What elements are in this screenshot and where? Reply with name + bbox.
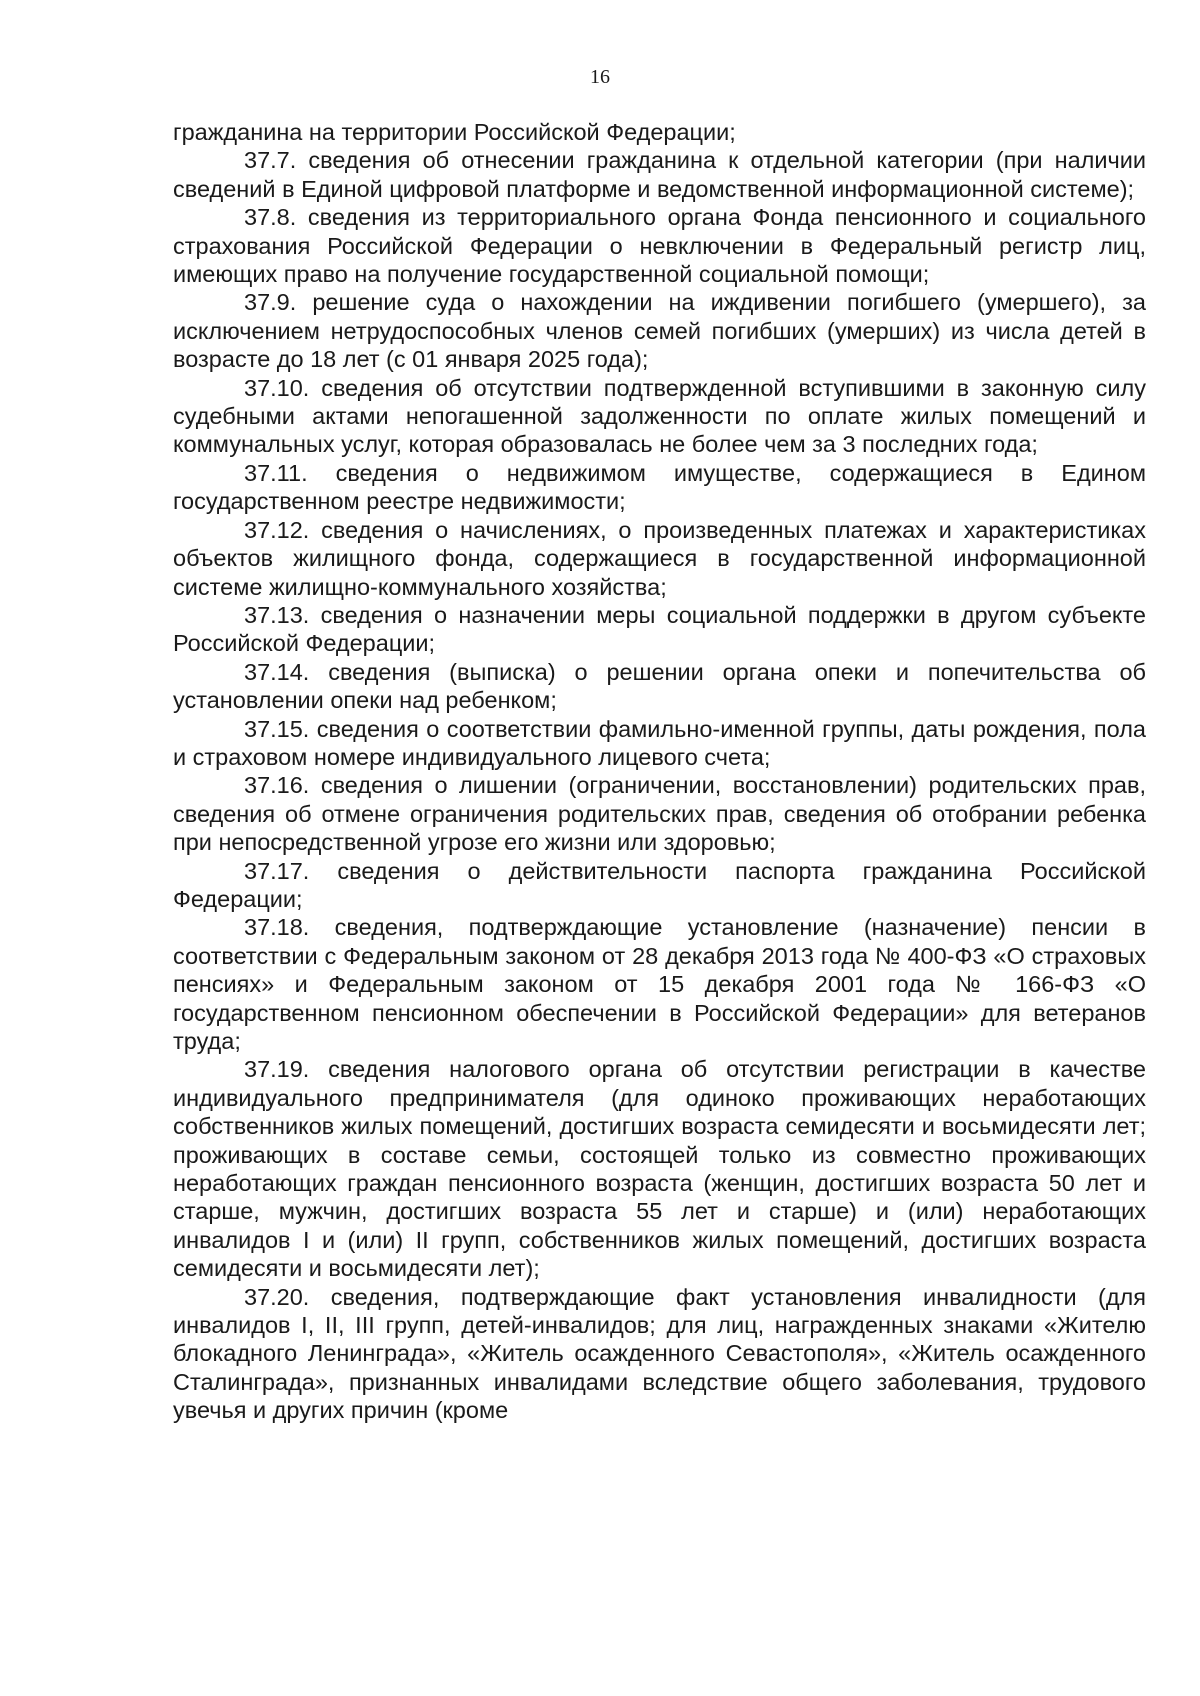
paragraph-item-37-20: 37.20. сведения, подтверждающие факт установления инвалидности (для инвалидов I, II, III групп, детей-инвалидов; для лиц, награжденных знаками «Жителю блокадного Ленинграда», «Житель осажденного Севастополя», «Житель осажденного Сталинграда», признанных инвалидами вследствие общего заболевания, трудового увечья и других причин (кроме — [173, 1283, 1146, 1424]
paragraph-item-37-9: 37.9. решение суда о нахождении на иждивении погибшего (умершего), за исключением нетрудоспособных членов семей погибших (умерших) из числа детей в возрасте до 18 лет (с 01 января 2025 года); — [173, 289, 1146, 373]
page-number: 16 — [590, 66, 610, 88]
paragraph-item-37-7: 37.7. сведения об отнесении гражданина к отдельной категории (при наличии сведений в Единой цифровой платформе и ведомственной информационной системе); — [173, 147, 1146, 202]
paragraph-item-37-16: 37.16. сведения о лишении (ограничении, восстановлении) родительских прав, сведения об отмене ограничения родительских прав, сведения об отобрании ребенка при непосредственной угрозе его жизни или здоровью; — [173, 772, 1146, 856]
paragraph-item-37-10: 37.10. сведения об отсутствии подтвержденной вступившими в законную силу судебными актами непогашенной задолженности по оплате жилых помещений и коммунальных услуг, которая образовалась не более чем за 3 последних года; — [173, 374, 1146, 458]
paragraph-item-37-13: 37.13. сведения о назначении меры социальной поддержки в другом субъекте Российской Федерации; — [173, 601, 1146, 657]
document-body — [173, 118, 1146, 1425]
paragraph-item-37-17: 37.17. сведения о действительности паспорта гражданина Российской Федерации; — [173, 857, 1146, 912]
paragraph-item-37-8: 37.8. сведения из территориального органа Фонда пенсионного и социального страхования Российской Федерации о невключении в Федеральный регистр лиц, имеющих право на получение государственной социальной помощи; — [173, 204, 1146, 288]
paragraph-item-37-18: 37.18. сведения, подтверждающие установление (назначение) пенсии в соответствии с Федеральным законом от 28 декабря 2013 года № 400-ФЗ «О страховых пенсиях» и Федеральным законом от 15 декабря 2001 года № 166-ФЗ «О государственном пенсионном обеспечении в Российской Федерации» для ветеранов труда; — [173, 914, 1146, 1054]
paragraph-continuation: гражданина на территории Российской Федерации; — [173, 119, 736, 145]
paragraph-item-37-14: 37.14. сведения (выписка) о решении органа опеки и попечительства об установлении опеки над ребенком; — [173, 658, 1146, 714]
paragraph-item-37-19: 37.19. сведения налогового органа об отсутствии регистрации в качестве индивидуального предпринимателя (для одиноко проживающих неработающих собственников жилых помещений, достигших возраста семидесяти и восьмидесяти лет; проживающих в составе семьи, состоящей только из совместно проживающих неработающих граждан пенсионного возраста (женщин, достигших возраста 50 лет и старше, мужчин, достигших возраста 55 лет и старше) и (или) неработающих инвалидов I и (или) II групп, собственников жилых помещений, достигших возраста семидесяти и восьмидесяти лет); — [173, 1056, 1146, 1282]
paragraph-item-37-15: 37.15. сведения о соответствии фамильно-именной группы, даты рождения, пола и страховом номере индивидуального лицевого счета; — [173, 715, 1146, 770]
paragraph-item-37-12: 37.12. сведения о начислениях, о произведенных платежах и характеристиках объектов жилищного фонда, содержащиеся в государственной информационной системе жилищно-коммунального хозяйства; — [173, 516, 1146, 600]
paragraph-item-37-11: 37.11. сведения о недвижимом имуществе, содержащиеся в Едином государственном реестре недвижимости; — [173, 459, 1146, 515]
